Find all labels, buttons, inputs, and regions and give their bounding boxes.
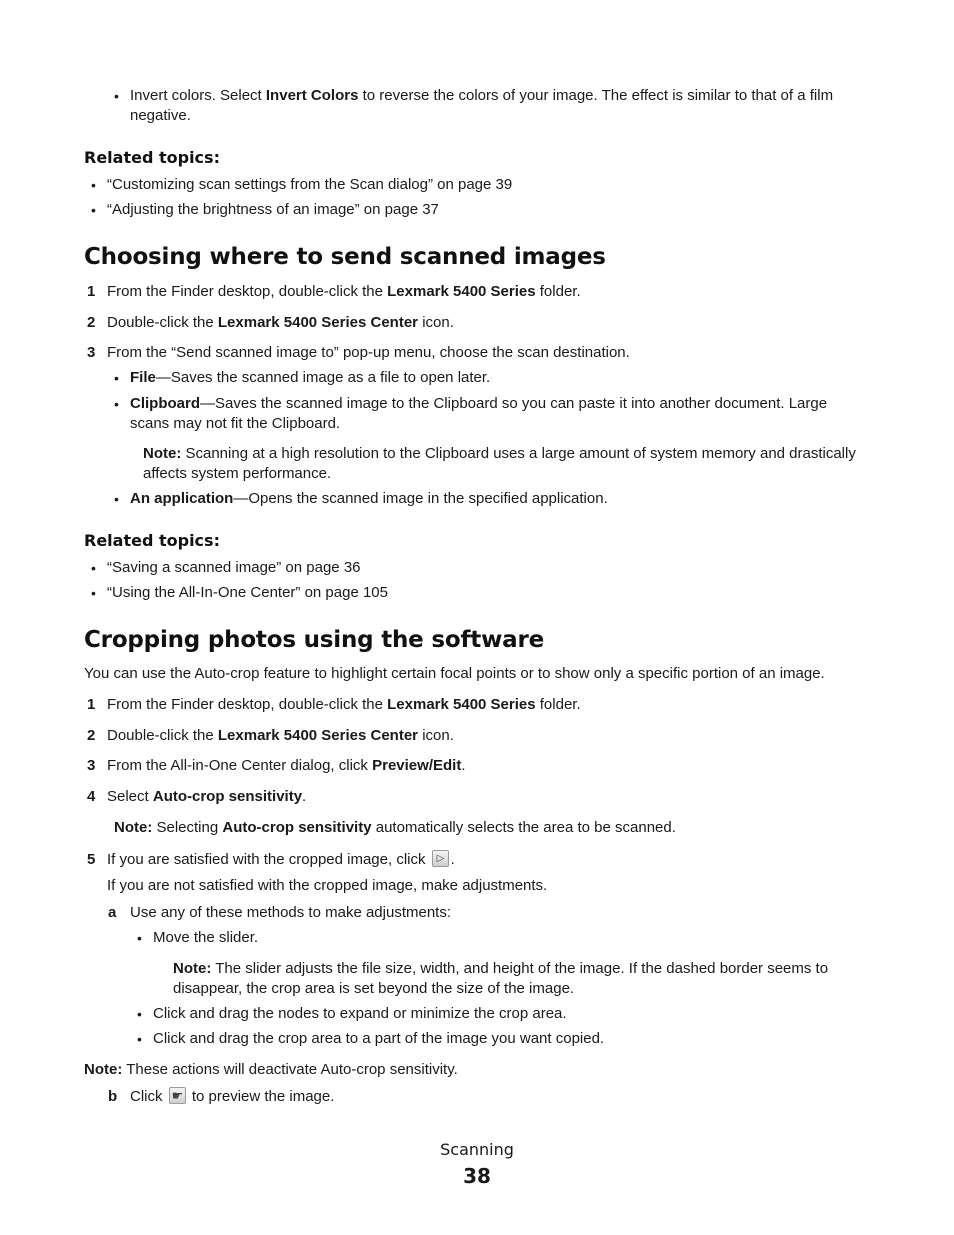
option-application: • An application—Opens the scanned image in the specified application.	[130, 489, 608, 509]
step-text: From the “Send scanned image to” pop-up menu, choose the scan destination.	[107, 344, 630, 361]
step-text: Select Auto-crop sensitivity.	[107, 788, 307, 805]
slider-note: Note: The slider adjusts the file size, width, and height of the image. If the dashed border seems to disappear, the crop area is set beyond the size of the image.	[173, 960, 829, 997]
auto-crop-note: Note: Selecting Auto-crop sensitivity automatically selects the area to be scanned.	[114, 819, 676, 836]
step-number: 1	[87, 696, 96, 713]
step-number: 2	[87, 727, 96, 744]
step-text: From the All-in-One Center dialog, click Preview/Edit.	[107, 757, 466, 774]
substep-text: Use any of these methods to make adjustments:	[130, 904, 451, 921]
related-link[interactable]: • “Adjusting the brightness of an image” on page 37	[107, 200, 439, 220]
step-text: Double-click the Lexmark 5400 Series Center icon.	[107, 314, 454, 331]
substep-text: Click ☛ to preview the image.	[130, 1088, 335, 1105]
step-number: 3	[87, 757, 96, 774]
section-title: Cropping photos using the software	[84, 627, 544, 653]
step-text: From the Finder desktop, double-click the Lexmark 5400 Series folder.	[107, 696, 581, 713]
footer-chapter: Scanning	[440, 1140, 514, 1159]
substep-letter: b	[108, 1088, 118, 1105]
step-number: 4	[87, 788, 96, 805]
clipboard-note: Note: Scanning at a high resolution to the Clipboard uses a large amount of system memory and drastically affects system performance.	[143, 445, 856, 482]
page-number: 38	[463, 1164, 491, 1188]
step-text: Double-click the Lexmark 5400 Series Center icon.	[107, 727, 454, 744]
step-text: From the Finder desktop, double-click the Lexmark 5400 Series folder.	[107, 283, 581, 300]
method-item: • Click and drag the crop area to a part of the image you want copied.	[153, 1029, 604, 1049]
related-link[interactable]: • “Saving a scanned image” on page 36	[107, 558, 361, 578]
method-item: • Move the slider.	[153, 928, 258, 948]
section-intro: You can use the Auto-crop feature to highlight certain focal points or to show only a specific portion of an image.	[84, 665, 825, 682]
step-number: 5	[87, 851, 96, 868]
invert-colors-item: • Invert colors. Select Invert Colors to reverse the colors of your image. The effect is similar to that of a film negative.	[130, 86, 860, 126]
step-number: 3	[87, 344, 96, 361]
step-subtext: If you are not satisfied with the cropped image, make adjustments.	[107, 877, 548, 894]
step-number: 2	[87, 314, 96, 331]
step-text: If you are satisfied with the cropped image, click ▷ .	[107, 851, 455, 868]
section-title: Choosing where to send scanned images	[84, 244, 606, 270]
deactivate-note: Note: These actions will deactivate Auto-crop sensitivity.	[84, 1061, 458, 1078]
option-clipboard: • Clipboard—Saves the scanned image to the Clipboard so you can paste it into another document. Large scans may not fit the Clipboard.	[130, 394, 860, 434]
option-file: • File—Saves the scanned image as a file to open later.	[130, 368, 490, 388]
related-link[interactable]: • “Using the All-In-One Center” on page 105	[107, 583, 388, 603]
related-topics-heading: Related topics:	[84, 148, 220, 167]
related-topics-heading: Related topics:	[84, 531, 220, 550]
substep-letter: a	[108, 904, 117, 921]
related-link[interactable]: • “Customizing scan settings from the Scan dialog” on page 39	[107, 175, 512, 195]
step-number: 1	[87, 283, 96, 300]
hand-icon[interactable]: ☛	[169, 1087, 186, 1104]
play-triangle-icon[interactable]: ▷	[432, 850, 449, 867]
method-item: • Click and drag the nodes to expand or minimize the crop area.	[153, 1004, 567, 1024]
